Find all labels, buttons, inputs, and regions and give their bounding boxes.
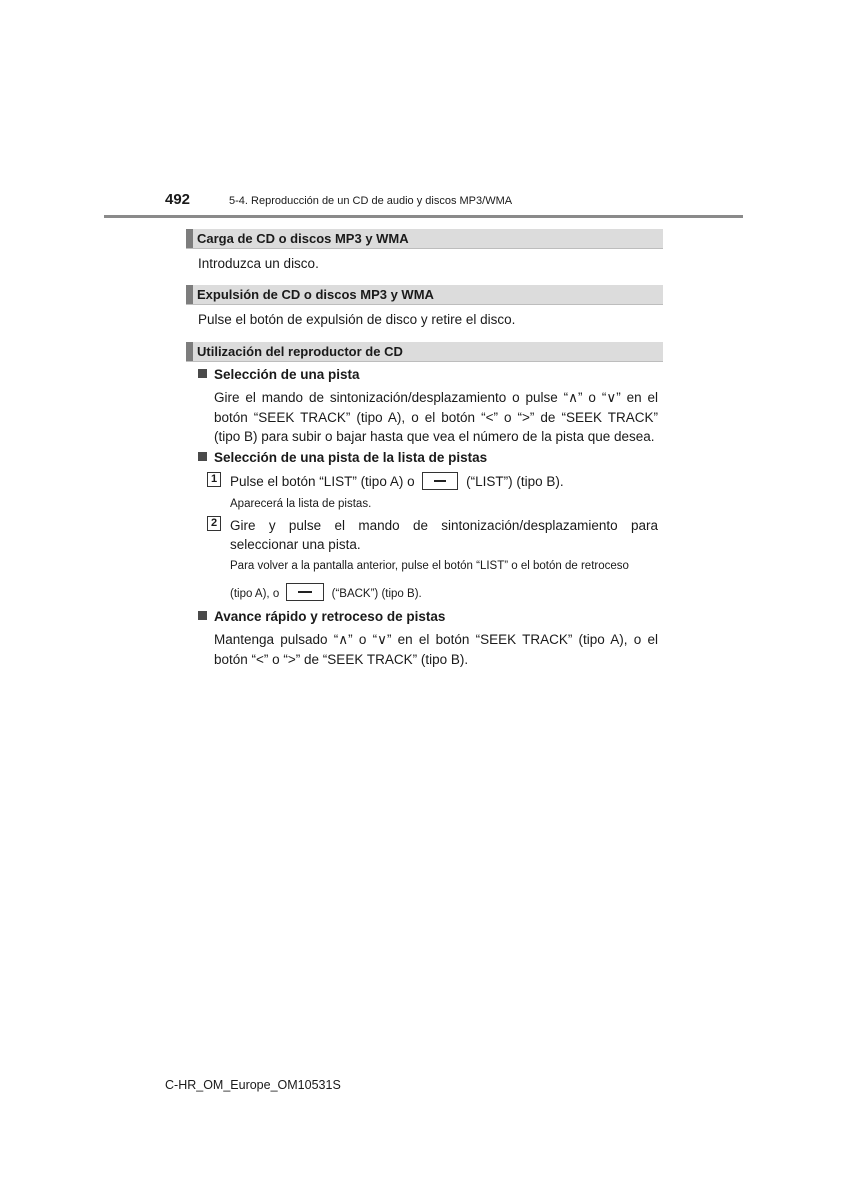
step2-line2: seleccionar una pista. (230, 537, 361, 552)
step1-text-after: (“LIST”) (tipo B). (466, 474, 564, 489)
bullet-square-icon (198, 369, 207, 378)
bullet-heading-text: Selección de una pista (214, 367, 360, 382)
section-accent (186, 342, 193, 361)
step2-note-line1: Para volver a la pantalla anterior, pulse el botón “LIST” o el botón de retroceso (230, 560, 629, 572)
bullet-heading-list-select (198, 450, 487, 465)
step-number-1: 1 (207, 472, 221, 487)
section-heading-eject (186, 285, 663, 305)
list-button-icon (422, 472, 458, 490)
bullet-heading-track-select (198, 367, 360, 382)
step-number-2: 2 (207, 516, 221, 531)
bullet-heading-text: Selección de una pista de la lista de pistas (214, 450, 488, 465)
track-select-text: Gire el mando de sintonización/desplazamiento o pulse “∧” o “∨” en el botón “SEEK TRACK” (tipo A), o el botón “<” o “>” de “SEEK TRACK” (tipo B) para subir o bajar hasta que vea el número de la pista que desea. (214, 390, 658, 444)
load-instruction: Introduzca un disco. (198, 256, 319, 271)
back-button-icon (286, 583, 324, 601)
section-heading-player (186, 342, 663, 362)
header-divider (104, 215, 743, 218)
section-title: Utilización del reproductor de CD (197, 344, 403, 359)
page-number: 492 (165, 191, 191, 208)
bullet-square-icon (198, 611, 207, 620)
section-accent (186, 229, 193, 248)
step2-note-before: (tipo A), o (230, 588, 280, 600)
section-title: Carga de CD o discos MP3 y WMA (197, 231, 409, 246)
step2-line1: Gire y pulse el mando de sintonización/desplazamiento para (230, 518, 658, 533)
step1-text-before: Pulse el botón “LIST” (tipo A) o (230, 474, 415, 489)
bullet-square-icon (198, 452, 207, 461)
footer-doc-id: C-HR_OM_Europe_OM10531S (165, 1078, 341, 1092)
bullet-heading-fast-forward (198, 609, 445, 624)
bullet-heading-text: Avance rápido y retroceso de pistas (214, 609, 446, 624)
eject-instruction: Pulse el botón de expulsión de disco y retire el disco. (198, 312, 516, 327)
step2-note-line2 (230, 583, 422, 603)
section-heading-load (186, 229, 663, 249)
section-title: Expulsión de CD o discos MP3 y WMA (197, 287, 434, 302)
step1-text (230, 472, 564, 491)
running-header: 5-4. Reproducción de un CD de audio y discos MP3/WMA (229, 195, 513, 207)
fast-forward-text: Mantenga pulsado “∧” o “∨” en el botón “SEEK TRACK” (tipo A), o el botón “<” o “>” de “SEEK TRACK” (tipo B). (214, 632, 658, 667)
step2-note-after: (“BACK”) (tipo B). (331, 588, 422, 600)
step1-note: Aparecerá la lista de pistas. (230, 498, 372, 510)
section-accent (186, 285, 193, 304)
